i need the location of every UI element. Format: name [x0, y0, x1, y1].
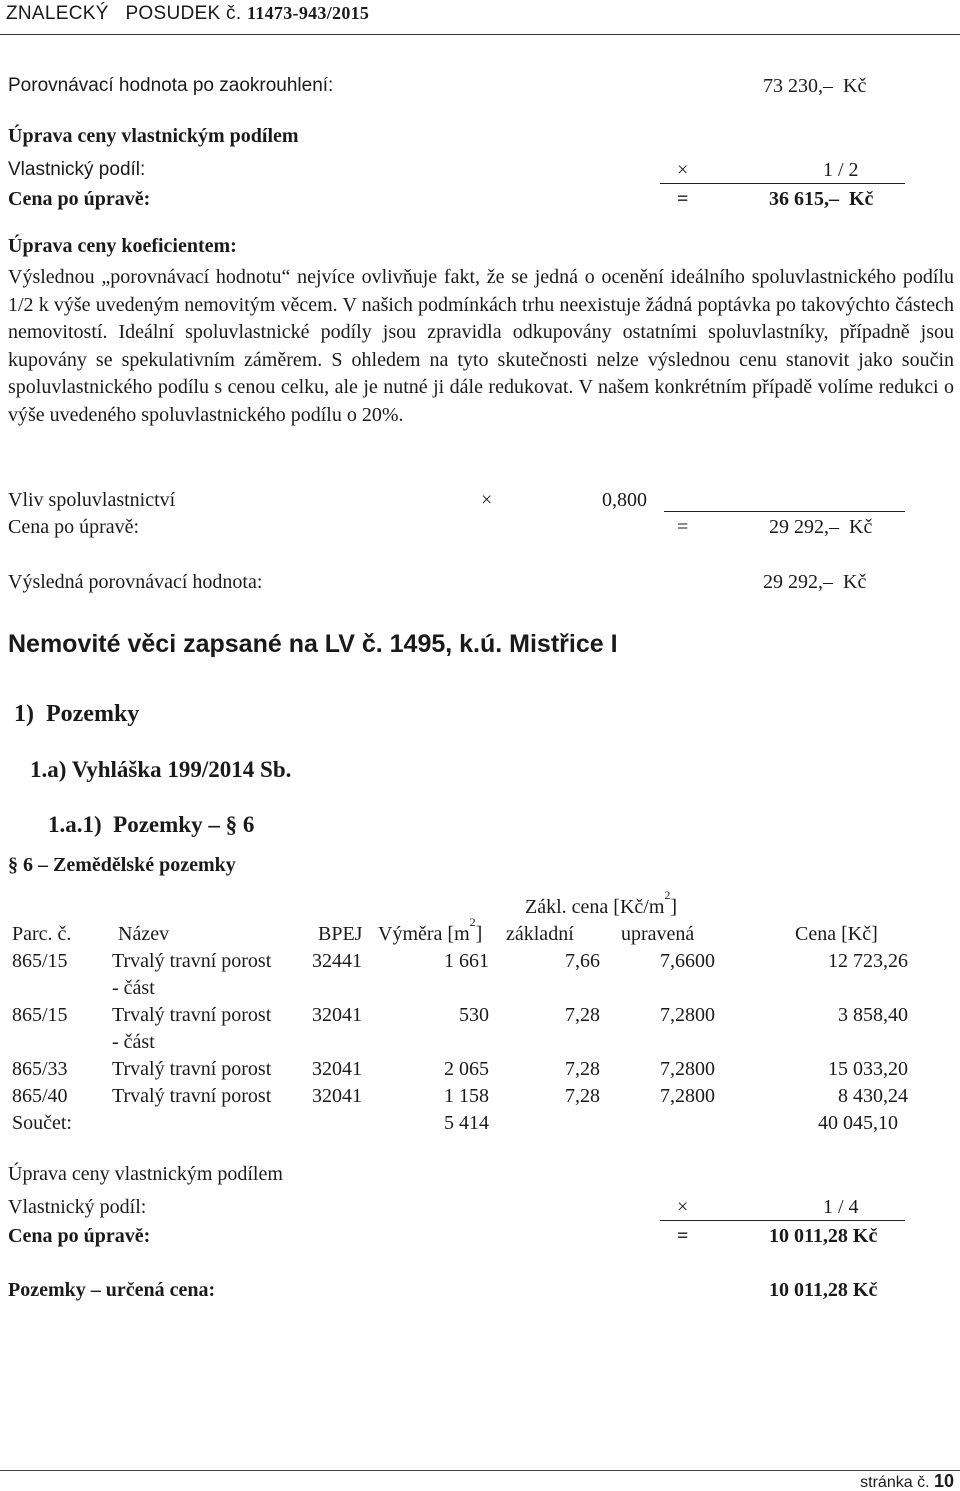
adjusted-price-label: Cena po úpravě:	[8, 188, 151, 210]
cell-parc: 865/15	[12, 1004, 68, 1026]
coef-price-equals: =	[677, 516, 689, 538]
sum-vymera: 5 414	[444, 1112, 489, 1134]
super-header-text: Zákl. cena [Kč/m	[525, 896, 665, 918]
document-header	[6, 4, 369, 23]
adjusted-price-equals: =	[677, 188, 689, 210]
cell-zakladni: 7,28	[565, 1085, 600, 1107]
cell-upravena: 7,2800	[660, 1004, 715, 1026]
cell-parc: 865/15	[12, 950, 68, 972]
coef-price-value: 29 292,– Kč	[769, 516, 873, 538]
coefficient-paragraph-text: Výslednou „porovnávací hodnotu“ nejvíce ovlivňuje fakt, že se jedná o ocenění ideálního spoluvlastnického podílu 1/2 k výše uvedeným nemovitým věcem. V našich podmínkách trhu neexistuje žádná poptávka po takovýchto částech nemovitostí. Ideální spoluvlastnické podíly jsou zpravidla odkupovány ostatními spoluvlastníky, případně jsou kupovány se spekulativním záměrem. S ohledem na tyto skutečnosti nelze výslednou cenu stanovit jako součin spoluvlastnického podílu s cenou celku, ale je nutné ji dále redukovat. V našem konkrétním případě volíme redukci o výše uvedeného spoluvlastnického podílu o 20%.	[8, 266, 954, 426]
adjusted-price-value: 36 615,– Kč	[769, 188, 874, 210]
share-sum-rule-2	[660, 1220, 905, 1221]
share-adjust-heading: Úprava ceny vlastnickým podílem	[8, 125, 299, 147]
cell-nazev: Trvalý travní porost	[112, 1058, 272, 1080]
cell-vymera: 1 661	[444, 950, 489, 972]
cell-zakladni: 7,28	[565, 1004, 600, 1026]
cell-zakladni: 7,28	[565, 1058, 600, 1080]
footer-rule	[0, 1470, 960, 1471]
adjusted-price-equals-2: =	[677, 1225, 689, 1247]
header-title: ZNALECKÝ POSUDEK č.	[6, 3, 242, 24]
cell-upravena: 7,2800	[660, 1085, 715, 1107]
cell-nazev: Trvalý travní porost	[112, 1004, 272, 1026]
share-label: Vlastnický podíl:	[8, 159, 146, 180]
cell-parc: 865/33	[12, 1058, 68, 1080]
cell-cena: 8 430,24	[838, 1085, 908, 1107]
final-price-label: Pozemky – určená cena:	[8, 1279, 216, 1301]
cell-nazev-cont: - část	[112, 977, 155, 999]
share-label-2: Vlastnický podíl:	[8, 1196, 147, 1218]
comparative-value-label: Porovnávací hodnota po zaokrouhlení:	[8, 75, 334, 96]
adjusted-price-label-2: Cena po úpravě:	[8, 1225, 151, 1247]
vymera-header-text: Výměra [m	[378, 923, 470, 945]
co-ownership-multiply-sign: ×	[481, 489, 493, 511]
cell-bpej: 32041	[312, 1004, 362, 1026]
sum-cena: 40 045,10	[818, 1112, 898, 1134]
heading-4: § 6 – Zemědělské pozemky	[8, 854, 236, 876]
cell-vymera: 2 065	[444, 1058, 489, 1080]
header-number: 11473-943/2015	[247, 3, 370, 23]
cell-upravena: 7,2800	[660, 1058, 715, 1080]
cell-parc: 865/40	[12, 1085, 68, 1107]
adjusted-price-value-2: 10 011,28 Kč	[769, 1225, 878, 1247]
cell-cena: 12 723,26	[828, 950, 908, 972]
co-ownership-rule	[664, 511, 905, 512]
section-title: Nemovité věci zapsané na LV č. 1495, k.ú. Mistřice I	[8, 630, 618, 658]
col-header-zakladni: základní	[506, 923, 574, 945]
vymera-header-sup: 2	[469, 915, 476, 929]
share-multiply-sign-2: ×	[677, 1196, 689, 1218]
cell-nazev-cont: - část	[112, 1031, 155, 1053]
comparative-value: 73 230,– Kč	[763, 75, 867, 97]
col-header-bpej: BPEJ	[318, 923, 363, 945]
col-header-parc: Parc. č.	[12, 923, 72, 945]
col-header-nazev: Název	[118, 923, 170, 945]
co-ownership-label: Vliv spoluvlastnictví	[8, 489, 176, 511]
result-value-label: Výsledná porovnávací hodnota:	[8, 571, 263, 593]
cell-nazev: Trvalý travní porost	[112, 1085, 272, 1107]
co-ownership-value: 0,800	[602, 489, 647, 511]
page-label: stránka č.	[860, 1474, 930, 1491]
share-adjust-heading-2: Úprava ceny vlastnickým podílem	[8, 1163, 283, 1185]
coefficient-paragraph	[8, 264, 954, 429]
header-rule	[0, 34, 960, 35]
coefficient-heading: Úprava ceny koeficientem:	[8, 235, 237, 257]
cell-bpej: 32041	[312, 1085, 362, 1107]
cell-cena: 15 033,20	[828, 1058, 908, 1080]
super-header-sup: 2	[664, 888, 671, 902]
cell-bpej: 32041	[312, 1058, 362, 1080]
sum-label: Součet:	[12, 1112, 72, 1134]
cell-zakladni: 7,66	[565, 950, 600, 972]
page-number: 10	[933, 1471, 954, 1491]
share-sum-rule	[660, 183, 905, 184]
share-value-2: 1 / 4	[823, 1196, 859, 1218]
table-super-header	[525, 888, 678, 918]
heading-1: 1) Pozemky	[14, 701, 140, 727]
cell-cena: 3 858,40	[838, 1004, 908, 1026]
page-number-footer	[860, 1472, 954, 1491]
col-header-vymera	[378, 915, 483, 945]
super-header-end: ]	[670, 896, 678, 918]
share-value: 1 / 2	[823, 159, 859, 181]
heading-2: 1.a) Vyhláška 199/2014 Sb.	[30, 757, 292, 782]
vymera-header-end: ]	[475, 923, 483, 945]
share-multiply-sign: ×	[677, 159, 689, 181]
result-value: 29 292,– Kč	[763, 571, 867, 593]
heading-3: 1.a.1) Pozemky – § 6	[48, 812, 255, 837]
final-price-value: 10 011,28 Kč	[769, 1279, 878, 1301]
cell-vymera: 1 158	[444, 1085, 489, 1107]
cell-bpej: 32441	[312, 950, 362, 972]
cell-upravena: 7,6600	[660, 950, 715, 972]
col-header-upravena: upravená	[621, 923, 695, 945]
col-header-cena: Cena [Kč]	[795, 923, 878, 945]
cell-nazev: Trvalý travní porost	[112, 950, 272, 972]
cell-vymera: 530	[459, 1004, 489, 1026]
coef-price-label: Cena po úpravě:	[8, 516, 140, 538]
